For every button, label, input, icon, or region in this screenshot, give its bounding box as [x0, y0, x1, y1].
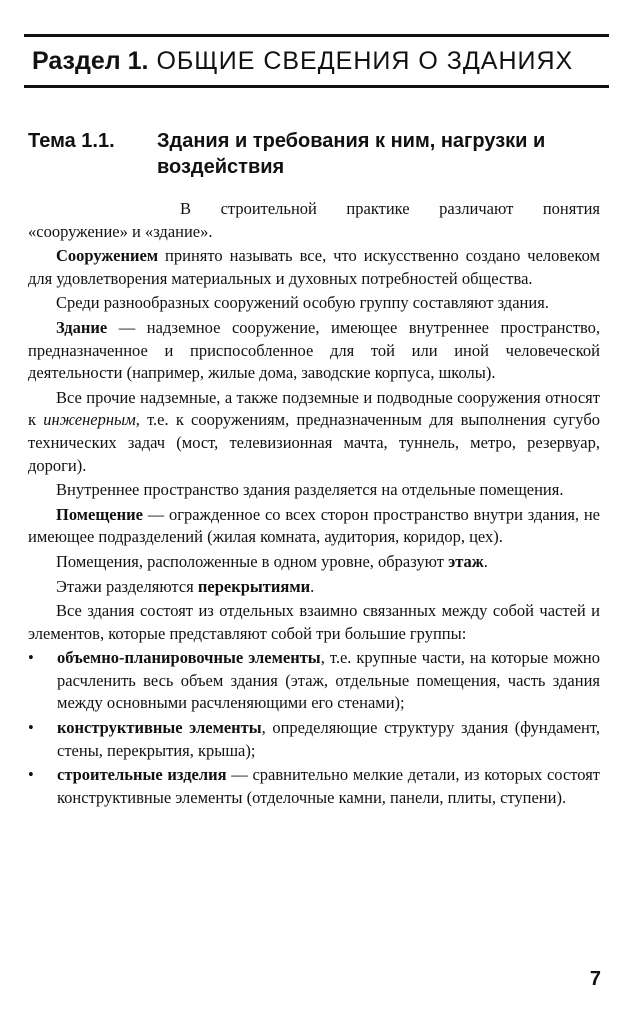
bullet-list [28, 647, 600, 809]
topic-title: Здания и требования к ним, нагрузки и воздействия [157, 130, 546, 178]
paragraph [28, 387, 600, 477]
section-title: ОБЩИЕ СВЕДЕНИЯ О ЗДАНИЯХ [156, 46, 574, 75]
paragraph [28, 479, 600, 502]
term-bold: перекрытиями [197, 576, 311, 596]
paragraph-text: — надземное сооружение, имеющее внутреннее пространство, предназначенное и приспособленное для той или иной человеческой деятельности (например, жилые дома, заводские корпуса, школы). [28, 317, 600, 383]
paragraph-text: В строительной практике различают понятия «сооружение» и «здание». [28, 199, 600, 241]
term-bold: объемно-планировочные элементы [57, 648, 321, 668]
term-bold: Здание [56, 317, 108, 337]
paragraph [28, 292, 600, 315]
bullet-icon: • [28, 648, 34, 668]
list-item [28, 647, 600, 715]
paragraph [28, 576, 600, 599]
section-label: Раздел 1. [32, 46, 149, 75]
paragraph-text: Внутреннее пространство здания разделяется на отдельные помещения. [56, 480, 564, 500]
term-bold: строительные изделия [57, 765, 227, 785]
paragraph-text: Среди разнообразных сооружений особую группу составляют здания. [56, 293, 549, 313]
paragraph [28, 317, 600, 385]
bullet-icon: • [28, 765, 34, 785]
paragraph-text: . [310, 576, 315, 596]
paragraph-text: . [483, 551, 488, 571]
paragraph-text: Все прочие надземные, а также подземные и подводные сооружения относят к [28, 387, 600, 430]
body-text [28, 198, 600, 811]
list-item-text: , т.е. крупные части, на которые можно расчленить весь объем здания (этаж, отдельные помещения, часть здания между основными расчленяющими его стенами); [57, 648, 600, 713]
paragraph [28, 551, 600, 574]
paragraph [28, 504, 600, 549]
paragraph-text: Этажи разделяются [56, 576, 198, 596]
term-italic: инженерным [43, 410, 136, 430]
paragraph [28, 198, 600, 243]
paragraph-text: — огражденное со всех сторон пространство внутри здания, не имеющее подразделений (жилая комната, аудитория, коридор, цех). [28, 504, 600, 547]
paragraph-text: , т.е. к сооружениям, предназначенным для выполнения сугубо технических задач (мост, телевизионная мачта, туннель, метро, резервуар, дороги). [28, 410, 600, 475]
list-item [28, 717, 600, 762]
paragraph [28, 600, 600, 645]
list-item [28, 764, 600, 809]
list-item-text: , определяющие структуру здания (фундамент, стены, перекрытия, крыша); [57, 718, 600, 760]
section-header [24, 34, 609, 88]
paragraph [28, 245, 600, 290]
paragraph-text: принято называть все, что искусственно создано человеком для удовлетворения материальных и духовных потребностей общества. [28, 246, 600, 288]
term-bold: Сооружением [56, 246, 159, 266]
paragraph-text: Помещения, расположенные в одном уровне, образуют [56, 551, 449, 571]
term-bold: конструктивные элементы [57, 718, 262, 738]
topic-number: Тема 1.1. [28, 130, 115, 152]
bullet-icon: • [28, 718, 34, 738]
term-bold: Помещение [56, 504, 143, 524]
list-item-text: — сравнительно мелкие детали, из которых состоят конструктивные элементы (отделочные камни, панели, плиты, ступени). [57, 765, 600, 807]
paragraph-text: Все здания состоят из отдельных взаимно связанных между собой частей и элементов, которые представляют собой три большие группы: [28, 601, 600, 643]
term-bold: этаж [448, 551, 484, 571]
page-number: 7 [589, 968, 601, 990]
